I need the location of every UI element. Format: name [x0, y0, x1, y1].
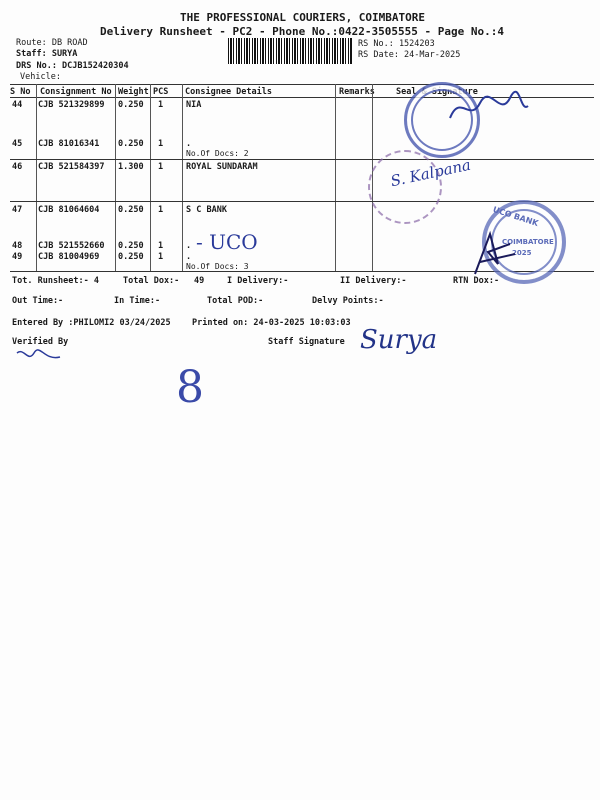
row-49-weight: 0.250	[118, 252, 144, 262]
row-49-consignee: .	[186, 252, 192, 262]
company-title: THE PROFESSIONAL COURIERS, COIMBATORE	[180, 11, 426, 24]
ii-delivery: II Delivery:-	[340, 276, 407, 286]
seal-signature-scribble	[440, 88, 530, 128]
row-46-pcs: 1	[158, 162, 164, 172]
row-48-sno: 48	[12, 241, 23, 251]
in-time: In Time:-	[114, 296, 161, 306]
row-44-cno: CJB 521329899	[38, 100, 105, 110]
col-seal: Seal & Signature	[396, 87, 478, 97]
drs-number: DRS No.: DCJB152420304	[16, 61, 129, 71]
row-44-weight: 0.250	[118, 100, 144, 110]
row-44-consignee: NIA	[186, 100, 202, 110]
col-pcs: PCS	[153, 87, 169, 97]
handwritten-uco: - UCO	[196, 230, 258, 254]
row-45-pcs: 1	[158, 139, 164, 149]
col-remarks: Remarks	[339, 87, 375, 97]
staff-signature-label: Staff Signature	[268, 337, 345, 347]
col-weight: Weight	[118, 87, 149, 97]
stamp-city-text: COIMBATORE	[502, 238, 554, 246]
row-45-consignee: .	[186, 139, 192, 149]
row-46-consignee: ROYAL SUNDARAM	[186, 162, 258, 172]
row-45-weight: 0.250	[118, 139, 144, 149]
total-dox-value: 49	[194, 276, 205, 286]
delvy-points: Delvy Points:-	[312, 296, 384, 306]
row-48-consignee: .	[186, 241, 192, 251]
col-consignment: Consignment No	[40, 87, 112, 97]
col-sno: S No	[10, 87, 31, 97]
row-rule-2	[10, 201, 594, 202]
row-47-weight: 0.250	[118, 205, 144, 215]
row-49-cno: CJB 81004969	[38, 252, 100, 262]
row-47-cno: CJB 81064604	[38, 205, 100, 215]
uco-signature-scribble	[470, 224, 520, 280]
row-rule-1	[10, 159, 594, 160]
i-delivery: I Delivery:-	[227, 276, 289, 286]
row-46-cno: CJB 521584397	[38, 162, 105, 172]
handwritten-surya: Surya	[360, 325, 438, 355]
row-47-pcs: 1	[158, 205, 164, 215]
row-48-weight: 0.250	[118, 241, 144, 251]
handwritten-kalpana: S. Kalpana	[389, 155, 473, 191]
barcode	[228, 38, 352, 64]
row-45-cno: CJB 81016341	[38, 139, 100, 149]
handwritten-eight: 8	[176, 362, 204, 413]
rs-number: RS No.: 1524203	[358, 39, 435, 49]
printed-on: Printed on: 24-03-2025 10:03:03	[192, 318, 351, 328]
row-44-pcs: 1	[158, 100, 164, 110]
row-49-docs: No.Of Docs: 3	[186, 262, 249, 271]
col-consignee: Consignee Details	[185, 87, 272, 97]
out-time: Out Time:-	[12, 296, 64, 306]
row-48-cno: CJB 521552660	[38, 241, 105, 251]
row-49-sno: 49	[12, 252, 23, 262]
stamp-bank-text: UCO BANK	[491, 204, 540, 229]
verified-signature-scribble	[14, 345, 64, 367]
stamp-year-text: 2025	[512, 249, 532, 257]
table-top-rule	[10, 84, 594, 85]
row-44-sno: 44	[12, 100, 23, 110]
row-47-sno: 47	[12, 205, 23, 215]
row-46-weight: 1.300	[118, 162, 144, 172]
total-dox: Total Dox:-	[123, 276, 180, 286]
rs-date: RS Date: 24-Mar-2025	[358, 50, 461, 60]
route-label: Route: DB ROAD	[16, 38, 88, 48]
row-45-sno: 45	[12, 139, 23, 149]
staff-label: Staff: SURYA	[16, 49, 78, 59]
total-runsheet: Tot. Runsheet:- 4	[12, 276, 99, 286]
row-48-pcs: 1	[158, 241, 164, 251]
row-47-consignee: S C BANK	[186, 205, 227, 215]
row-49-pcs: 1	[158, 252, 164, 262]
row-46-sno: 46	[12, 162, 23, 172]
runsheet-subtitle: Delivery Runsheet - PC2 - Phone No.:0422-3505555 - Page No.:4	[100, 25, 504, 38]
verified-by: Verified By	[12, 337, 69, 347]
total-pod: Total POD:-	[207, 296, 264, 306]
rtn-dox: RTN Dox:-	[453, 276, 500, 286]
entered-by: Entered By :PHILOMI2 03/24/2025	[12, 318, 171, 328]
vehicle-label: Vehicle:	[20, 72, 61, 82]
row-45-docs: No.Of Docs: 2	[186, 149, 249, 158]
